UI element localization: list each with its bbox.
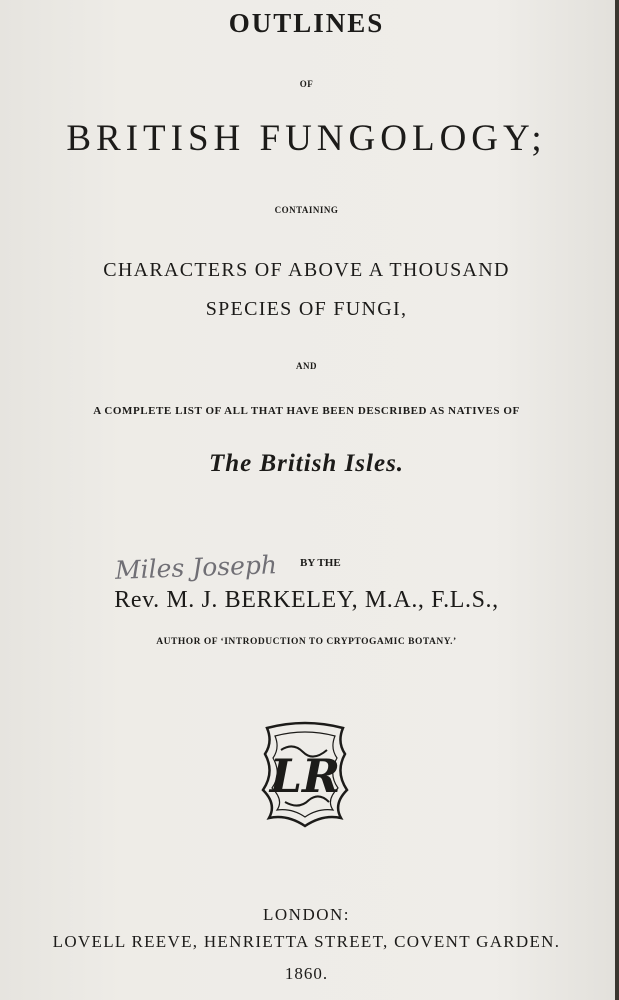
title-outlines: OUTLINES [228, 8, 385, 38]
main-title: BRITISH FUNGOLOGY; [66, 118, 547, 159]
by-the-text: BY THE [300, 557, 341, 569]
british-isles-text: The British Isles. [208, 450, 405, 477]
book-spine-edge [615, 0, 619, 1000]
subtitle-line-2: SPECIES OF FUNGI, [205, 298, 408, 320]
svg-text:LR: LR [269, 749, 341, 803]
subtitle-line-1: CHARACTERS OF ABOVE A THOUSAND [103, 259, 510, 281]
title-of: OF [299, 79, 314, 89]
publisher-name: LOVELL REEVE, HENRIETTA STREET, COVENT GARDEN. [52, 932, 561, 951]
publication-year: 1860. [284, 964, 329, 983]
complete-list-text: A COMPLETE LIST OF ALL THAT HAVE BEEN DESCRIBED AS NATIVES OF [93, 405, 520, 417]
publication-place: LONDON: [263, 905, 350, 924]
containing-text: CONTAINING [274, 205, 339, 215]
author-name: Rev. M. J. BERKELEY, M.A., F.L.S., [114, 587, 499, 613]
and-text: AND [296, 361, 317, 371]
publisher-monogram-emblem [255, 720, 355, 828]
author-credit: AUTHOR OF ‘INTRODUCTION TO CRYPTOGAMIC BOTANY.’ [156, 637, 457, 647]
handwritten-signature: Miles Joseph [114, 550, 278, 585]
